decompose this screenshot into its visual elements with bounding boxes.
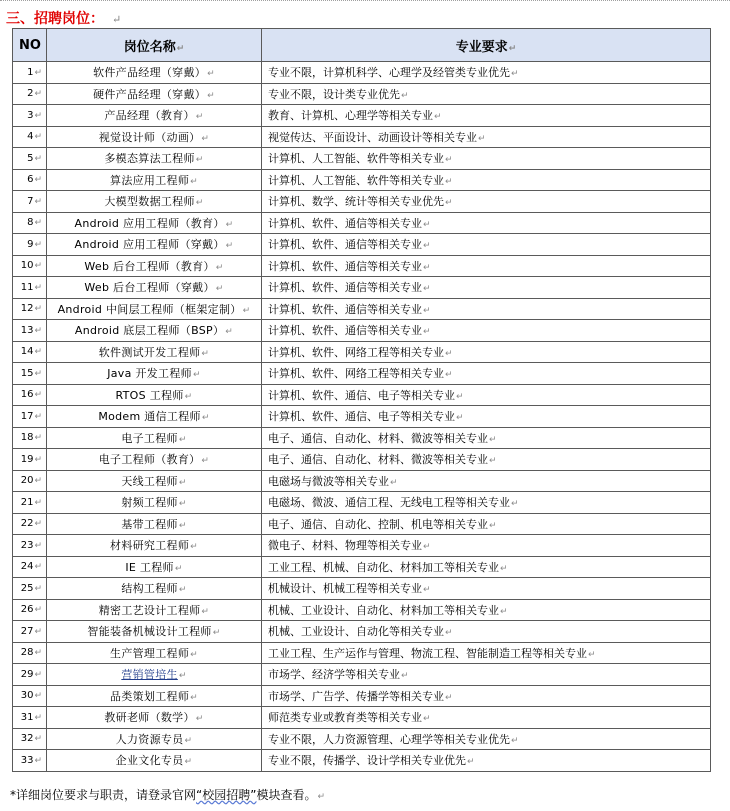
cell-mark-icon: ↵ [34,325,42,336]
cell-no: 21↵ [13,492,47,514]
cell-no: 16↵ [13,384,47,406]
cell-mark-icon: ↵ [34,755,42,766]
cell-mark-icon: ↵ [34,218,42,229]
table-row [13,298,711,320]
header-requirement: 专业要求↵ [262,29,711,62]
cell-mark-icon: ↵ [34,497,42,508]
cell-position: Android 应用工程师（教育）↵ [47,212,262,234]
cell-no: 10↵ [13,255,47,277]
cell-no: 31↵ [13,707,47,729]
cell-requirement: 计算机、软件、网络工程等相关专业↵ [262,363,711,385]
table-row [13,406,711,428]
cell-no: 4↵ [13,126,47,148]
table-row [13,599,711,621]
table-row [13,664,711,686]
cell-no: 14↵ [13,341,47,363]
cell-position: Android 底层工程师（BSP）↵ [47,320,262,342]
table-row [13,83,711,105]
cell-mark-icon: ↵ [34,411,42,422]
cell-no: 9↵ [13,234,47,256]
table-row [13,255,711,277]
cell-mark-icon: ↵ [225,241,234,252]
table-row [13,492,711,514]
cell-mark-icon: ↵ [201,348,210,359]
cell-position: 电子工程师（教育）↵ [47,449,262,471]
cell-no: 6↵ [13,169,47,191]
cell-mark-icon: ↵ [423,284,431,295]
cell-mark-icon: ↵ [34,368,42,379]
cell-no: 33↵ [13,750,47,772]
cell-position: Android 应用工程师（穿戴）↵ [47,234,262,256]
cell-mark-icon: ↵ [445,692,453,703]
cell-no: 25↵ [13,578,47,600]
cell-mark-icon: ↵ [34,712,42,723]
cell-no: 11↵ [13,277,47,299]
table-row [13,535,711,557]
header-no: NO [13,29,47,62]
cell-requirement: 专业不限，计算机科学、心理学及经管类专业优先↵ [262,62,711,84]
cell-no: 15↵ [13,363,47,385]
cell-no: 23↵ [13,535,47,557]
cell-no: 1↵ [13,62,47,84]
cell-mark-icon: ↵ [201,133,210,144]
cell-mark-icon: ↵ [184,735,193,746]
cell-mark-icon: ↵ [489,520,497,531]
cell-mark-icon: ↵ [34,390,42,401]
cell-mark-icon: ↵ [34,648,42,659]
cell-mark-icon: ↵ [190,176,198,187]
table-row [13,234,711,256]
cell-requirement: 计算机、数学、统计等相关专业优先↵ [262,191,711,213]
cell-mark-icon: ↵ [445,348,453,359]
cell-requirement: 专业不限，设计类专业优先↵ [262,83,711,105]
cell-mark-icon: ↵ [34,89,42,100]
cell-requirement: 教育、计算机、心理学等相关专业↵ [262,105,711,127]
cell-position: Java 开发工程师↵ [47,363,262,385]
cell-mark-icon: ↵ [390,477,398,488]
cell-mark-icon: ↵ [195,155,204,166]
cell-requirement: 计算机、软件、通信等相关专业↵ [262,255,711,277]
cell-mark-icon: ↵ [225,219,234,230]
cell-mark-icon: ↵ [34,454,42,465]
cell-no: 26↵ [13,599,47,621]
table-row [13,642,711,664]
cell-position: 生产管理工程师↵ [47,642,262,664]
cell-mark-icon: ↵ [423,585,431,596]
cell-no: 19↵ [13,449,47,471]
table-row [13,427,711,449]
cell-position: 多模态算法工程师↵ [47,148,262,170]
cell-requirement: 市场学、广告学、传播学等相关专业↵ [262,685,711,707]
cell-mark-icon: ↵ [178,671,187,682]
cell-mark-icon: ↵ [34,110,42,121]
section-title [6,8,121,28]
table-row [13,363,711,385]
cell-requirement: 电磁场与微波等相关专业↵ [262,470,711,492]
cell-mark-icon: ↵ [178,477,187,488]
cell-position: Web 后台工程师（教育）↵ [47,255,262,277]
table-row [13,685,711,707]
cell-position: 硬件产品经理（穿戴）↵ [47,83,262,105]
cell-mark-icon: ↵ [34,476,42,487]
cell-mark-icon: ↵ [511,499,519,510]
cell-position: 品类策划工程师↵ [47,685,262,707]
cell-position: Modem 通信工程师↵ [47,406,262,428]
cell-position: 产品经理（教育）↵ [47,105,262,127]
cell-mark-icon: ↵ [34,583,42,594]
cell-mark-icon: ↵ [456,413,464,424]
cell-requirement: 机械、工业设计、自动化、材料加工等相关专业↵ [262,599,711,621]
cell-mark-icon: ↵ [207,69,215,80]
cell-requirement: 计算机、软件、通信等相关专业↵ [262,320,711,342]
cell-requirement: 计算机、软件、通信、电子等相关专业↵ [262,384,711,406]
cell-requirement: 机械、工业设计、自动化等相关专业↵ [262,621,711,643]
table-row [13,105,711,127]
cell-requirement: 工业工程、机械、自动化、材料加工等相关专业↵ [262,556,711,578]
cell-mark-icon: ↵ [478,133,486,144]
table-row [13,578,711,600]
cell-no: 29↵ [13,664,47,686]
cell-no: 18↵ [13,427,47,449]
table-row [13,707,711,729]
table-row [13,212,711,234]
cell-no: 8↵ [13,212,47,234]
recruitment-table [12,28,711,772]
page-top-rule [0,0,730,3]
cell-mark-icon: ↵ [489,456,497,467]
cell-position: 人力资源专员↵ [47,728,262,750]
cell-mark-icon: ↵ [242,305,251,316]
table-row [13,470,711,492]
cell-requirement: 专业不限，人力资源管理、心理学等相关专业优先↵ [262,728,711,750]
cell-mark-icon: ↵ [423,305,431,316]
cell-position: 结构工程师↵ [47,578,262,600]
cell-mark-icon: ↵ [423,542,431,553]
cell-requirement: 计算机、人工智能、软件等相关专业↵ [262,169,711,191]
cell-position: 算法应用工程师↵ [47,169,262,191]
cell-mark-icon: ↵ [201,413,210,424]
cell-no: 30↵ [13,685,47,707]
cell-mark-icon: ↵ [511,735,519,746]
cell-mark-icon: ↵ [401,90,409,101]
cell-mark-icon: ↵ [34,67,42,78]
cell-mark-icon: ↵ [225,327,234,338]
cell-mark-icon: ↵ [434,112,442,123]
table-row [13,513,711,535]
cell-mark-icon: ↵ [445,155,453,166]
section-title-text: 三、招聘岗位： [6,11,104,27]
cell-mark-icon: ↵ [34,519,42,530]
cell-mark-icon: ↵ [500,606,508,617]
cell-mark-icon: ↵ [588,649,596,660]
cell-mark-icon: ↵ [190,649,198,660]
cell-mark-icon: ↵ [215,284,224,295]
paragraph-mark-icon: ↵ [317,792,326,802]
cell-requirement: 视觉传达、平面设计、动画设计等相关专业↵ [262,126,711,148]
cell-no: 12↵ [13,298,47,320]
cell-requirement: 机械设计、机械工程等相关专业↵ [262,578,711,600]
cell-requirement: 专业不限，传播学、设计学相关专业优先↵ [262,750,711,772]
footnote-tail: 模块查看。 [256,788,317,802]
cell-position: 射频工程师↵ [47,492,262,514]
cell-mark-icon: ↵ [401,671,409,682]
cell-mark-icon: ↵ [423,327,431,338]
cell-mark-icon: ↵ [184,757,193,768]
cell-no: 13↵ [13,320,47,342]
table-header-row [13,29,711,62]
cell-mark-icon: ↵ [34,562,42,573]
cell-no: 3↵ [13,105,47,127]
cell-requirement: 工业工程、生产运作与管理、物流工程、智能制造工程等相关专业↵ [262,642,711,664]
cell-no: 17↵ [13,406,47,428]
cell-mark-icon: ↵ [195,714,204,725]
cell-mark-icon: ↵ [34,605,42,616]
cell-mark-icon: ↵ [178,499,187,510]
cell-mark-icon: ↵ [34,347,42,358]
cell-mark-icon: ↵ [445,628,453,639]
cell-no: 7↵ [13,191,47,213]
cell-position: 电子工程师↵ [47,427,262,449]
cell-mark-icon: ↵ [467,757,475,768]
table-row [13,148,711,170]
table-row [13,750,711,772]
cell-mark-icon: ↵ [192,370,201,381]
cell-mark-icon: ↵ [190,692,198,703]
cell-requirement: 电子、通信、自动化、材料、微波等相关专业↵ [262,449,711,471]
cell-position: 智能装备机械设计工程师↵ [47,621,262,643]
cell-no: 5↵ [13,148,47,170]
cell-mark-icon: ↵ [184,391,193,402]
cell-mark-icon: ↵ [445,176,453,187]
cell-mark-icon: ↵ [34,261,42,272]
cell-mark-icon: ↵ [500,563,508,574]
footnote [10,786,325,803]
cell-position: 软件产品经理（穿戴）↵ [47,62,262,84]
cell-position: Android 中间层工程师（框架定制）↵ [47,298,262,320]
table-row [13,126,711,148]
cell-requirement: 计算机、软件、通信等相关专业↵ [262,234,711,256]
cell-position: 精密工艺设计工程师↵ [47,599,262,621]
cell-requirement: 计算机、软件、通信等相关专业↵ [262,277,711,299]
cell-no: 20↵ [13,470,47,492]
cell-mark-icon: ↵ [212,628,221,639]
cell-mark-icon: ↵ [190,542,198,553]
footnote-highlight: “校园招聘” [196,788,257,802]
table-row [13,320,711,342]
table-row [13,621,711,643]
cell-mark-icon: ↵ [511,69,519,80]
cell-mark-icon: ↵ [445,198,453,209]
cell-requirement: 电子、通信、自动化、控制、机电等相关专业↵ [262,513,711,535]
cell-position: 视觉设计师（动画）↵ [47,126,262,148]
cell-mark-icon: ↵ [423,241,431,252]
cell-requirement: 微电子、材料、物理等相关专业↵ [262,535,711,557]
table-row [13,728,711,750]
cell-mark-icon: ↵ [178,434,187,445]
table-row [13,449,711,471]
cell-mark-icon: ↵ [34,691,42,702]
cell-mark-icon: ↵ [201,456,210,467]
table-row [13,62,711,84]
cell-mark-icon: ↵ [34,132,42,143]
cell-mark-icon: ↵ [34,282,42,293]
cell-mark-icon: ↵ [489,434,497,445]
cell-mark-icon: ↵ [215,262,224,273]
cell-mark-icon: ↵ [201,606,210,617]
cell-mark-icon: ↵ [34,540,42,551]
cell-mark-icon: ↵ [207,90,215,101]
footnote-text: *详细岗位要求与职责，请登录官网 [10,788,197,802]
paragraph-mark-icon: ↵ [112,13,122,26]
cell-mark-icon: ↵ [456,391,464,402]
cell-requirement: 电子、通信、自动化、材料、微波等相关专业↵ [262,427,711,449]
table-row [13,384,711,406]
cell-position: 天线工程师↵ [47,470,262,492]
cell-position: 软件测试开发工程师↵ [47,341,262,363]
cell-mark-icon: ↵ [174,563,183,574]
cell-requirement: 计算机、软件、通信、电子等相关专业↵ [262,406,711,428]
cell-mark-icon: ↵ [34,734,42,745]
cell-requirement: 计算机、软件、通信等相关专业↵ [262,298,711,320]
cell-requirement: 师范类专业或教育类等相关专业↵ [262,707,711,729]
cell-position: RTOS 工程师↵ [47,384,262,406]
cell-mark-icon: ↵ [178,520,187,531]
table-row [13,341,711,363]
cell-mark-icon: ↵ [34,153,42,164]
cell-position: 企业文化专员↵ [47,750,262,772]
cell-mark-icon: ↵ [178,585,187,596]
table-row [13,169,711,191]
cell-mark-icon: ↵ [34,196,42,207]
cell-mark-icon: ↵ [423,714,431,725]
cell-mark-icon: ↵ [423,262,431,273]
cell-position: 基带工程师↵ [47,513,262,535]
cell-mark-icon: ↵ [195,112,204,123]
cell-mark-icon: ↵ [34,433,42,444]
header-position: 岗位名称↵ [47,29,262,62]
cell-mark-icon: ↵ [34,626,42,637]
cell-position: 材料研究工程师↵ [47,535,262,557]
table-row [13,556,711,578]
cell-mark-icon: ↵ [34,239,42,250]
cell-position[interactable]: 营销管培生↵ [47,664,262,686]
table-row [13,191,711,213]
cell-mark-icon: ↵ [34,175,42,186]
cell-mark-icon: ↵ [445,370,453,381]
cell-no: 28↵ [13,642,47,664]
cell-position: IE 工程师↵ [47,556,262,578]
cell-mark-icon: ↵ [34,669,42,680]
cell-requirement: 市场学、经济学等相关专业↵ [262,664,711,686]
cell-no: 27↵ [13,621,47,643]
cell-mark-icon: ↵ [195,198,204,209]
cell-no: 24↵ [13,556,47,578]
cell-no: 2↵ [13,83,47,105]
cell-position: Web 后台工程师（穿戴）↵ [47,277,262,299]
cell-requirement: 计算机、人工智能、软件等相关专业↵ [262,148,711,170]
cell-requirement: 计算机、软件、通信等相关专业↵ [262,212,711,234]
cell-no: 32↵ [13,728,47,750]
cell-no: 22↵ [13,513,47,535]
cell-position: 大模型数据工程师↵ [47,191,262,213]
cell-requirement: 计算机、软件、网络工程等相关专业↵ [262,341,711,363]
table-row [13,277,711,299]
cell-mark-icon: ↵ [34,304,42,315]
cell-position: 教研老师（数学）↵ [47,707,262,729]
cell-mark-icon: ↵ [423,219,431,230]
cell-requirement: 电磁场、微波、通信工程、无线电工程等相关专业↵ [262,492,711,514]
